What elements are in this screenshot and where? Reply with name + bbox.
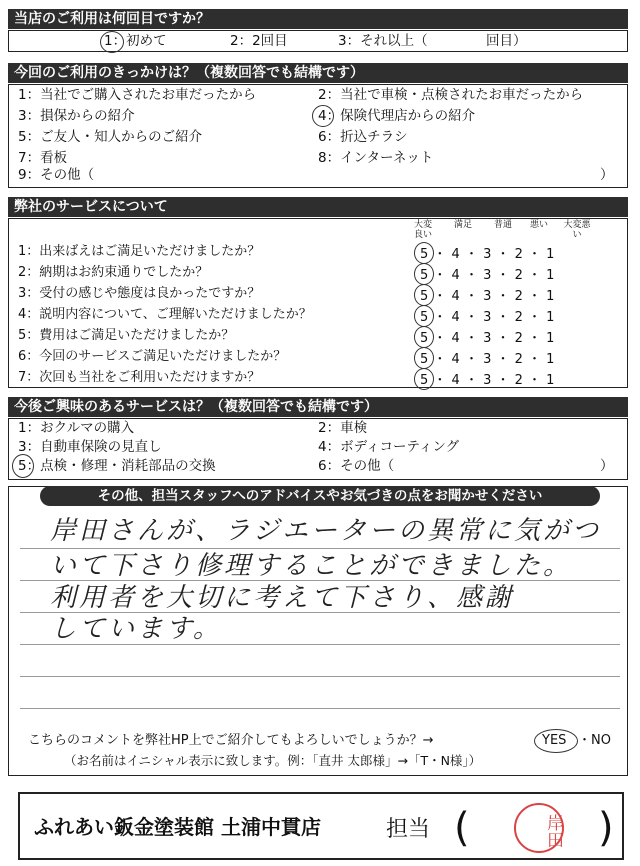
rating-circle-mark — [414, 326, 434, 348]
rating-scale-4[interactable]: 5 ・ 4 ・ 3 ・ 2 ・ 1 — [420, 310, 555, 325]
column-label-very-good: 大変良い — [413, 220, 432, 240]
service-question-6: 6：今回のサービスご満足いただけましたか？ — [18, 349, 287, 364]
reason-option-3[interactable]: 3：損保からの紹介 — [18, 108, 135, 124]
hp-consent-yes[interactable]: YES — [542, 733, 567, 748]
rating-scale-1[interactable]: 5 ・ 4 ・ 3 ・ 2 ・ 1 — [420, 247, 555, 262]
reason-option-9[interactable]: 9：その他（ — [18, 167, 95, 183]
selected-circle-mark — [12, 454, 34, 478]
handwritten-comment-line-3: 利用者を大切に考えて下さり、感謝 — [50, 583, 515, 613]
staff-name-stamp: 岸田 — [514, 803, 564, 853]
rating-scale-5[interactable]: 5 ・ 4 ・ 3 ・ 2 ・ 1 — [420, 331, 555, 346]
interest-option-2[interactable]: 2：車検 — [318, 420, 368, 436]
selected-circle-mark — [312, 105, 334, 127]
handwritten-comment-line-2: いて下さり修理することができました。 — [50, 551, 573, 581]
service-question-3: 3：受付の感じや態度は良かったですか？ — [18, 286, 261, 301]
interest-header: 今後ご興味のあるサービスは？（複数回答でも結構です） — [8, 397, 628, 417]
service-header: 弊社のサービスについて — [8, 197, 628, 217]
rating-circle-mark — [414, 347, 434, 369]
selected-circle-mark — [100, 31, 124, 53]
handwritten-comment-line-1: 岸田さんが、ラジエーターの異常に気がつ — [50, 516, 602, 546]
column-label-very-bad: 大変悪い — [563, 220, 591, 240]
visit-count-header: 当店のご利用は何回目ですか？ — [8, 9, 628, 29]
service-question-5: 5：費用はご満足いただけましたか？ — [18, 328, 235, 343]
interest-option-5[interactable]: 5：点検・修理・消耗部品の交換 — [18, 458, 216, 474]
reason-option-6[interactable]: 6：折込チラシ — [318, 129, 408, 145]
rating-scale-7[interactable]: 5 ・ 4 ・ 3 ・ 2 ・ 1 — [420, 373, 555, 388]
visit-option-3-suffix: 回目） — [486, 33, 527, 49]
reason-option-9-close: ） — [600, 167, 614, 183]
hp-consent-question: こちらのコメントを弊社HP上でご紹介してもよろしいでしょうか？→ — [28, 733, 434, 748]
reason-header: 今回のご利用のきっかけは？（複数回答でも結構です） — [8, 63, 628, 83]
handwritten-comment-line-4: しています。 — [50, 614, 222, 644]
rating-scale-3[interactable]: 5 ・ 4 ・ 3 ・ 2 ・ 1 — [420, 289, 555, 304]
column-label-satisfied: 満足 — [453, 220, 472, 230]
column-label-average: 普通 — [493, 220, 512, 230]
rating-circle-mark — [414, 368, 434, 390]
staff-paren-close: ) — [598, 805, 614, 851]
service-question-1: 1：出来ばえはご満足いただけましたか？ — [18, 244, 261, 259]
column-label-bad: 悪い — [529, 220, 548, 230]
ruled-line — [20, 676, 620, 677]
interest-option-1[interactable]: 1：おクルマの購入 — [18, 420, 135, 436]
reason-option-7[interactable]: 7：看板 — [18, 150, 68, 166]
staff-paren-open: ( — [454, 805, 470, 851]
rating-circle-mark — [414, 305, 434, 327]
reason-option-5[interactable]: 5：ご友人・知人からのご紹介 — [18, 129, 203, 145]
service-question-4: 4：説明内容について、ご理解いただけましたか？ — [18, 307, 312, 322]
hp-consent-no[interactable]: ・NO — [578, 733, 611, 748]
reason-option-4[interactable]: 4：保険代理店からの紹介 — [318, 108, 476, 124]
interest-option-6-close: ） — [600, 458, 614, 474]
initials-note: （お名前はイニシャル表示に致します。例：「直井 太郎様」→「T・N様」） — [64, 753, 482, 768]
interest-option-3[interactable]: 3：自動車保険の見直し — [18, 439, 162, 455]
reason-option-8[interactable]: 8：インターネット — [318, 150, 434, 166]
selected-circle-mark — [534, 729, 578, 753]
rating-circle-mark — [414, 242, 434, 264]
visit-option-1[interactable]: 1：初めて — [104, 33, 167, 49]
rating-circle-mark — [414, 263, 434, 285]
ruled-line — [20, 708, 620, 709]
interest-option-6[interactable]: 6：その他（ — [318, 458, 395, 474]
staff-label: 担当 — [386, 817, 431, 842]
comment-header: その他、担当スタッフへのアドバイスやお気づきの点をお聞かせください — [40, 486, 600, 506]
rating-circle-mark — [414, 284, 434, 306]
visit-option-3[interactable]: 3：それ以上（ — [338, 33, 428, 49]
reason-option-1[interactable]: 1：当社でご購入されたお車だったから — [18, 87, 257, 103]
rating-scale-2[interactable]: 5 ・ 4 ・ 3 ・ 2 ・ 1 — [420, 268, 555, 283]
visit-option-2[interactable]: 2：2回目 — [230, 33, 288, 49]
shop-name: ふれあい鈑金塗装館 土浦中貫店 — [34, 815, 321, 839]
service-question-2: 2：納期はお約束通りでしたか？ — [18, 265, 209, 280]
service-question-7: 7：次回も当社をご利用いただけますか？ — [18, 370, 261, 385]
rating-scale-6[interactable]: 5 ・ 4 ・ 3 ・ 2 ・ 1 — [420, 352, 555, 367]
reason-option-2[interactable]: 2：当社で車検・点検されたお車だったから — [318, 87, 584, 103]
interest-option-4[interactable]: 4：ボディコーティング — [318, 439, 460, 455]
